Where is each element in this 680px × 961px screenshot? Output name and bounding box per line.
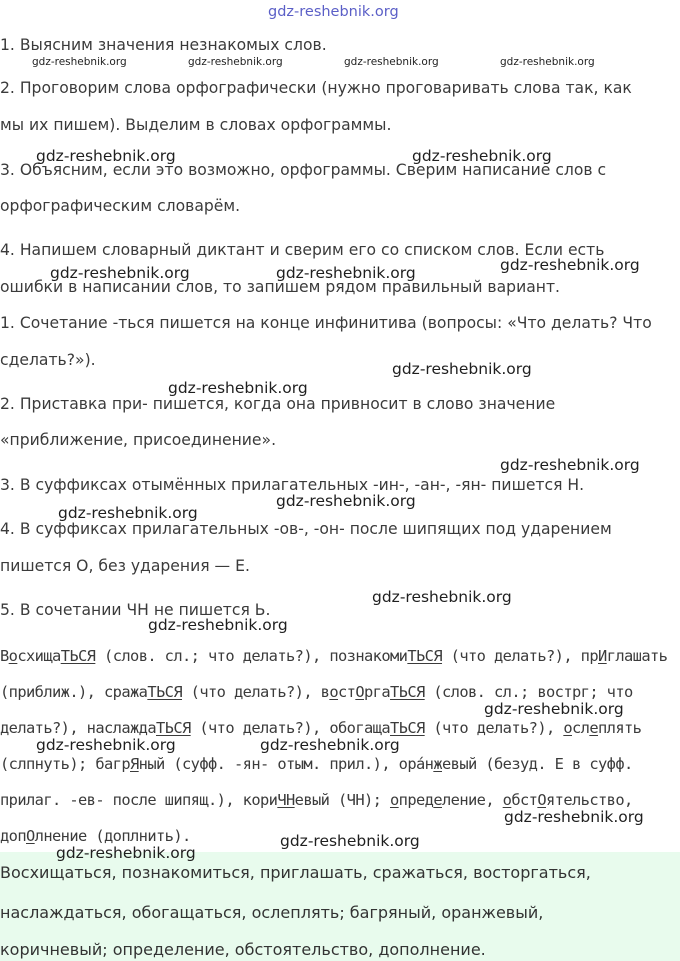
analysis-text: (что делать?), пр: [442, 647, 599, 665]
analysis-line-2: [0, 682, 633, 702]
watermark-9: gdz-reshebnik.org: [500, 256, 640, 274]
orthogram-mark: ТЬСЯ: [147, 683, 182, 701]
rule-line-6: 4. В суффиксах прилагательных -ов-, -он- после шипящих под ударением: [0, 520, 612, 538]
watermark-21: gdz-reshebnik.org: [280, 832, 420, 850]
orthogram-mark: о: [502, 791, 512, 809]
analysis-text: лнение (доплнить).: [34, 827, 191, 845]
analysis-text: В: [0, 647, 9, 665]
analysis-text: пред: [398, 791, 434, 809]
rule-line-1: 1. Сочетание -ться пишется на конце инфинитива (вопросы: «Что делать? Что: [0, 314, 652, 332]
step-line-3: мы их пишем). Выделим в словах орфограммы.: [0, 116, 392, 134]
orthogram-mark: о: [8, 647, 18, 665]
orthogram-mark: О: [26, 827, 35, 845]
analysis-text: сл: [572, 719, 590, 737]
watermark-3: gdz-reshebnik.org: [344, 56, 439, 68]
rule-line-3: 2. Приставка при- пишется, когда она привносит в слово значение: [0, 395, 556, 413]
orthogram-mark: ЧН: [277, 791, 295, 809]
analysis-line-4: [0, 754, 633, 774]
analysis-text: (что делать?), в: [182, 683, 330, 701]
answer-line-2: наслаждаться, обогащаться, ослеплять; багряный, оранжевый,: [0, 903, 544, 922]
orthogram-mark: о: [563, 719, 572, 737]
orthogram-mark: о: [329, 683, 338, 701]
watermark-6: gdz-reshebnik.org: [412, 147, 552, 165]
rule-line-7: пишется О, без ударения — Е.: [0, 557, 250, 575]
analysis-text: (слпнуть); багр: [0, 755, 130, 773]
step-line-2: 2. Проговорим слова орфографически (нужно проговаривать слова так, как: [0, 79, 632, 97]
watermark-11: gdz-reshebnik.org: [168, 379, 308, 397]
watermark-22: gdz-reshebnik.org: [56, 844, 196, 862]
rule-line-4: «приближение, присоединение».: [0, 431, 277, 449]
step-line-5: орфографическим словарём.: [0, 197, 241, 215]
watermark-15: gdz-reshebnik.org: [372, 588, 512, 606]
watermark-2: gdz-reshebnik.org: [188, 56, 283, 68]
orthogram-mark: е: [433, 791, 442, 809]
watermark-13: gdz-reshebnik.org: [276, 492, 416, 510]
watermark-8: gdz-reshebnik.org: [276, 264, 416, 282]
analysis-text: ст: [338, 683, 356, 701]
watermark-12: gdz-reshebnik.org: [500, 456, 640, 474]
analysis-text: плять: [598, 719, 642, 737]
analysis-text: глашать: [606, 647, 668, 665]
watermark-1: gdz-reshebnik.org: [32, 56, 127, 68]
step-line-4: 3. Объясним, если это возможно, орфограммы. Сверим написание слов с: [0, 161, 607, 179]
orthogram-mark: ТЬСЯ: [60, 647, 96, 665]
watermark-20: gdz-reshebnik.org: [504, 808, 644, 826]
watermark-16: gdz-reshebnik.org: [148, 616, 288, 634]
analysis-text: рга: [364, 683, 391, 701]
analysis-text: вый (безуд. Е в суфф.: [450, 755, 633, 773]
analysis-text: ятельство,: [546, 791, 633, 809]
orthogram-mark: О: [355, 683, 365, 701]
analysis-text: делать?), наслажда: [0, 719, 156, 737]
analysis-text: ление,: [442, 791, 503, 809]
analysis-text: схища: [17, 647, 61, 665]
analysis-text: ный (суфф. -ян- отым. прил.), ора́н: [138, 755, 434, 773]
analysis-text: (приближ.), сража: [0, 683, 148, 701]
rule-line-5: 3. В суффиксах отымённых прилагательных -ин-, -ан-, -ян- пишется Н.: [0, 476, 585, 494]
analysis-text: прилаг. -ев- после шипящ.), кори: [0, 791, 278, 809]
orthogram-mark: О: [537, 791, 547, 809]
analysis-text: (слов. сл.; что делать?), познакоми: [95, 647, 408, 665]
analysis-line-1: [0, 646, 667, 666]
orthogram-mark: ТЬСЯ: [156, 719, 191, 737]
step-line-7: ошибки в написании слов, то запишем рядом правильный вариант.: [0, 278, 560, 296]
site-watermark: gdz-reshebnik.org: [268, 4, 399, 20]
orthogram-mark: И: [598, 647, 607, 665]
analysis-text: бст: [511, 791, 538, 809]
watermark-4: gdz-reshebnik.org: [500, 56, 595, 68]
analysis-text: евый (ЧН);: [294, 791, 390, 809]
rule-line-8: 5. В сочетании ЧН не пишется Ь.: [0, 601, 271, 619]
analysis-line-3: [0, 718, 641, 738]
analysis-text: е: [442, 755, 451, 773]
watermark-7: gdz-reshebnik.org: [50, 264, 190, 282]
answer-line-1: Восхищаться, познакомиться, приглашать, сражаться, восторгаться,: [0, 863, 591, 882]
orthogram-mark: Я: [130, 755, 139, 773]
step-line-6: 4. Напишем словарный диктант и сверим его со списком слов. Если есть: [0, 241, 605, 259]
analysis-line-6: [0, 826, 191, 846]
analysis-text: (слов. сл.; вострг; что: [424, 683, 633, 701]
orthogram-mark: ТЬСЯ: [407, 647, 443, 665]
watermark-18: gdz-reshebnik.org: [36, 736, 176, 754]
analysis-text: (что делать?), обогаща: [190, 719, 390, 737]
analysis-line-5: [0, 790, 633, 810]
watermark-17: gdz-reshebnik.org: [484, 700, 624, 718]
rule-line-2: сделать?»).: [0, 351, 96, 369]
watermark-5: gdz-reshebnik.org: [36, 147, 176, 165]
answer-block: [0, 852, 680, 961]
orthogram-mark: ТЬСЯ: [390, 719, 425, 737]
orthogram-mark: ж: [433, 755, 442, 773]
orthogram-mark: е: [589, 719, 599, 737]
analysis-text: доп: [0, 827, 26, 845]
watermark-14: gdz-reshebnik.org: [58, 504, 198, 522]
watermark-10: gdz-reshebnik.org: [392, 360, 532, 378]
analysis-text: (что делать?),: [424, 719, 564, 737]
step-line-1: 1. Выясним значения незнакомых слов.: [0, 36, 327, 54]
watermark-19: gdz-reshebnik.org: [260, 736, 400, 754]
answer-line-3: коричневый; определение, обстоятельство, дополнение.: [0, 940, 486, 959]
orthogram-mark: ТЬСЯ: [390, 683, 425, 701]
orthogram-mark: о: [389, 791, 399, 809]
